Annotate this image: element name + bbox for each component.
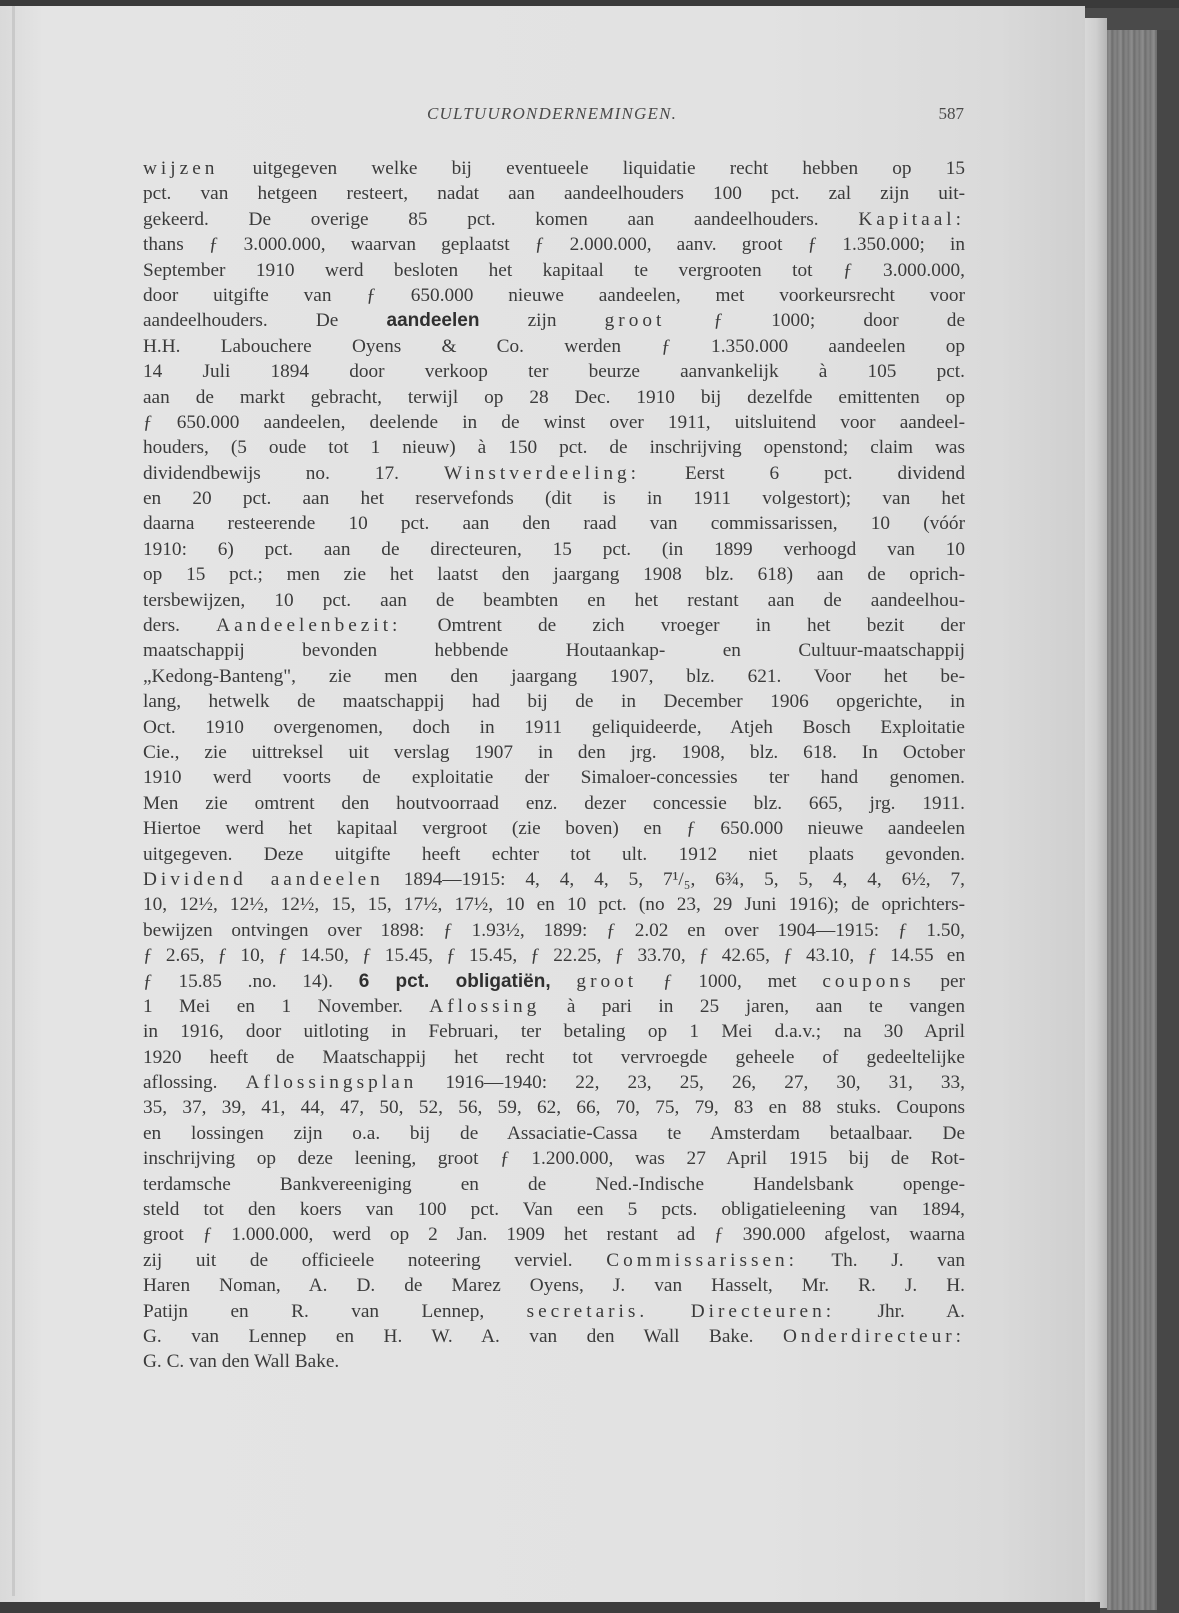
text-line [143, 1172, 965, 1197]
text-line [143, 1121, 965, 1146]
text-line [143, 740, 965, 765]
text-segment: lang, hetwelk de maatschappij had bij de in December 1906 opgerichte, in [143, 691, 965, 713]
text-segment: zijn [479, 310, 605, 332]
text-line [143, 1019, 965, 1044]
text-segment: groot ƒ 1.000.000, werd op 2 Jan. 1909 het restant ad ƒ 390.000 afgelost, waarna [143, 1224, 965, 1246]
text-line [143, 232, 965, 257]
text-segment: in 1916, door uitloting in Februari, ter betaling op 1 Mei d.a.v.; na 30 April [143, 1021, 965, 1043]
text-line [143, 1349, 965, 1374]
spaced-keyword: groot [576, 970, 638, 992]
text-segment: Jhr. A. [835, 1300, 965, 1322]
spaced-keyword: Winstverdeeling: [443, 462, 640, 484]
text-segment: 1894—1915: 4, 4, 4, 5, 7¹/₅, 6¾, 5, 5, 4, 4, 6½, 7, [383, 868, 965, 890]
book-fore-edge [1107, 30, 1157, 1610]
text-line [143, 1197, 965, 1222]
text-line [143, 1070, 965, 1095]
text-line [143, 258, 965, 283]
text-line [143, 461, 965, 486]
text-line [143, 537, 965, 562]
text-segment: 1 Mei en 1 November. [143, 995, 430, 1017]
spaced-keyword: Aflossing [429, 995, 541, 1017]
text-line [143, 334, 965, 359]
text-line [143, 156, 965, 181]
running-title: CULTUURONDERNEMINGEN. [426, 104, 678, 123]
text-segment: „Kedong-Banteng", zie men den jaargang 1907, blz. 621. Voor het be- [143, 665, 965, 687]
page-header [140, 104, 964, 128]
text-segment: 14 Juli 1894 door verkoop ter beurze aanvankelijk à 105 pct. [143, 361, 965, 383]
text-line [143, 943, 965, 968]
text-line [143, 486, 965, 511]
text-line [143, 892, 965, 917]
text-line [143, 765, 965, 790]
text-segment: steld tot den koers van 100 pct. Van een 5 pcts. obligatieleening van 1894, [143, 1199, 965, 1221]
spaced-keyword: Aflossingsplan [245, 1072, 418, 1094]
text-line [143, 791, 965, 816]
scan-right-border [1157, 30, 1179, 1613]
text-segment: Eerst 6 pct. dividend [639, 462, 966, 484]
text-line [143, 867, 965, 892]
text-line [143, 207, 965, 232]
text-line [143, 385, 965, 410]
text-segment: Men zie omtrent den houtvoorraad enz. dezer concessie blz. 665, jrg. 1911. [143, 792, 965, 814]
text-segment: thans ƒ 3.000.000, waarvan geplaatst ƒ 2.000.000, aanv. groot ƒ 1.350.000; in [143, 234, 965, 256]
text-segment: à pari in 25 jaren, aan te vangen [540, 995, 965, 1017]
text-line [143, 842, 965, 867]
text-segment: uitgegeven welke bij eventueele liquidatie recht hebben op 15 [218, 158, 965, 179]
page-left-edge [12, 6, 15, 1596]
bold-heading: 6 pct. obligatiën, [358, 970, 551, 992]
text-line [143, 1095, 965, 1120]
text-line [143, 638, 965, 663]
text-segment: door uitgifte van ƒ 650.000 nieuwe aandeelen, met voorkeursrecht voor [143, 284, 965, 306]
spaced-keyword: Onderdirecteur: [782, 1325, 965, 1347]
text-line [143, 410, 965, 435]
text-segment: G. van Lennep en H. W. A. van den Wall Bake. [143, 1325, 783, 1347]
text-segment: 1920 heeft de Maatschappij het recht tot vervroegde geheele of gedeeltelijke [143, 1046, 965, 1068]
page-edge-light [1085, 18, 1107, 1608]
page-number: 587 [938, 104, 964, 123]
text-segment: 1916—1940: 22, 23, 25, 26, 27, 30, 31, 33, [417, 1072, 965, 1094]
text-segment: 1910 werd voorts de exploitatie der Simaloer-concessies ter hand genomen. [143, 767, 965, 789]
text-segment: tersbewijzen, 10 pct. aan de beambten en het restant aan de aandeelhou- [143, 589, 965, 611]
spaced-keyword: groot [604, 310, 666, 332]
text-line [143, 1248, 965, 1273]
text-segment: bewijzen ontvingen over 1898: ƒ 1.93½, 1899: ƒ 2.02 en over 1904—1915: ƒ 1.50, [143, 919, 965, 941]
text-line [143, 308, 965, 333]
spaced-keyword: Aandeelenbezit: [216, 615, 402, 637]
text-line [143, 283, 965, 308]
text-segment [648, 1301, 690, 1322]
body-text [143, 156, 965, 1375]
text-line [143, 1146, 965, 1171]
text-segment: houders, (5 oude tot 1 nieuw) à 150 pct. de inschrijving openstond; claim was [143, 437, 965, 459]
text-segment: uitgegeven. Deze uitgifte heeft echter tot ult. 1912 niet plaats gevonden. [143, 843, 965, 865]
spaced-keyword: Dividend aandeelen [143, 868, 384, 890]
text-line [143, 613, 965, 638]
text-segment: ƒ 1000; door de [665, 310, 965, 332]
text-segment: inschrijving op deze leening, groot ƒ 1.200.000, was 27 April 1915 bij de Rot- [143, 1148, 965, 1170]
text-segment: en lossingen zijn o.a. bij de Assaciatie-Cassa te Amsterdam betaalbaar. De [143, 1122, 965, 1144]
text-segment: aandeelhouders. De [143, 310, 387, 332]
text-segment: ders. [143, 615, 217, 637]
text-segment: dividendbewijs no. 17. [143, 462, 444, 484]
text-line [143, 562, 965, 587]
text-segment: September 1910 werd besloten het kapitaal te vergrooten tot ƒ 3.000.000, [143, 259, 965, 281]
text-segment: Cie., zie uittreksel uit verslag 1907 in den jrg. 1908, blz. 618. In October [143, 741, 965, 763]
text-line [143, 1324, 965, 1349]
spaced-keyword: wijzen [143, 158, 219, 179]
text-segment: aan de markt gebracht, terwijl op 28 Dec. 1910 bij dezelfde emittenten op [143, 386, 965, 408]
text-segment [551, 971, 577, 992]
bold-heading: aandeelen [386, 310, 480, 332]
text-segment: Hiertoe werd het kapitaal vergroot (zie boven) en ƒ 650.000 nieuwe aandeelen [143, 818, 965, 840]
text-line [143, 181, 965, 206]
text-line [143, 1299, 965, 1324]
spaced-keyword: Kapitaal: [858, 208, 965, 230]
text-line [143, 1222, 965, 1247]
text-segment: ƒ 15.85 .no. 14). [143, 970, 359, 992]
text-segment: terdamsche Bankvereeniging en de Ned.-Indische Handelsbank openge- [143, 1173, 965, 1195]
text-line [143, 1045, 965, 1070]
spaced-keyword: Commissarissen: [606, 1249, 799, 1271]
text-segment: H.H. Labouchere Oyens & Co. werden ƒ 1.350.000 aandeelen op [143, 335, 965, 357]
text-line [143, 689, 965, 714]
text-segment: 35, 37, 39, 41, 44, 47, 50, 52, 56, 59, 62, 66, 70, 75, 79, 83 en 88 stuks. Coupons [143, 1097, 965, 1119]
text-segment: Haren Noman, A. D. de Marez Oyens, J. van Hasselt, Mr. R. J. H. [143, 1275, 965, 1297]
text-line [143, 588, 965, 613]
text-segment: Oct. 1910 overgenomen, doch in 1911 geliquideerde, Atjeh Bosch Exploitatie [143, 716, 965, 738]
text-segment: op 15 pct.; men zie het laatst den jaargang 1908 blz. 618) aan de oprich- [143, 564, 965, 586]
text-line [143, 715, 965, 740]
text-line [143, 359, 965, 384]
text-line [143, 918, 965, 943]
text-segment: daarna resteerende 10 pct. aan den raad van commissarissen, 10 (vóór [143, 513, 965, 535]
spaced-keyword: Directeuren: [690, 1300, 836, 1322]
text-segment: 10, 12½, 12½, 12½, 15, 15, 17½, 17½, 10 en 10 pct. (no 23, 29 Juni 1916); de oprichters- [143, 894, 965, 916]
spaced-keyword: secretaris. [526, 1300, 649, 1322]
text-line [143, 969, 965, 994]
text-line [143, 1273, 965, 1298]
text-segment: G. C. van den Wall Bake. [143, 1351, 340, 1373]
spaced-keyword: coupons [822, 970, 915, 992]
text-line [143, 816, 965, 841]
text-segment: ƒ 1000, met [637, 970, 823, 992]
text-segment: maatschappij bevonden hebbende Houtaankap- en Cultuur-maatschappij [143, 640, 965, 662]
text-segment: aflossing. [143, 1072, 246, 1094]
text-segment: Omtrent de zich vroeger in het bezit der [401, 615, 966, 637]
text-line [143, 664, 965, 689]
text-segment: ƒ 2.65, ƒ 10, ƒ 14.50, ƒ 15.45, ƒ 15.45, ƒ 22.25, ƒ 33.70, ƒ 42.65, ƒ 43.10, ƒ 14.55 en [143, 945, 965, 967]
scan-bottom-border [0, 1602, 1100, 1613]
text-segment: ƒ 650.000 aandeelen, deelende in de winst over 1911, uitsluitend voor aandeel- [143, 411, 965, 433]
text-segment: per [914, 970, 966, 992]
text-line [143, 511, 965, 536]
text-segment: 1910: 6) pct. aan de directeuren, 15 pct. (in 1899 verhoogd van 10 [143, 538, 965, 560]
text-line [143, 994, 965, 1019]
text-line [143, 435, 965, 460]
text-segment: Th. J. van [798, 1249, 965, 1271]
text-segment: Patijn en R. van Lennep, [143, 1300, 527, 1322]
text-segment: gekeerd. De overige 85 pct. komen aan aandeelhouders. [143, 208, 859, 230]
text-segment: zij uit de officieele noteering verviel. [143, 1249, 607, 1271]
text-segment: pct. van hetgeen resteert, nadat aan aandeelhouders 100 pct. zal zijn uit- [143, 183, 965, 205]
text-segment: en 20 pct. aan het reservefonds (dit is in 1911 volgestort); van het [143, 488, 965, 510]
